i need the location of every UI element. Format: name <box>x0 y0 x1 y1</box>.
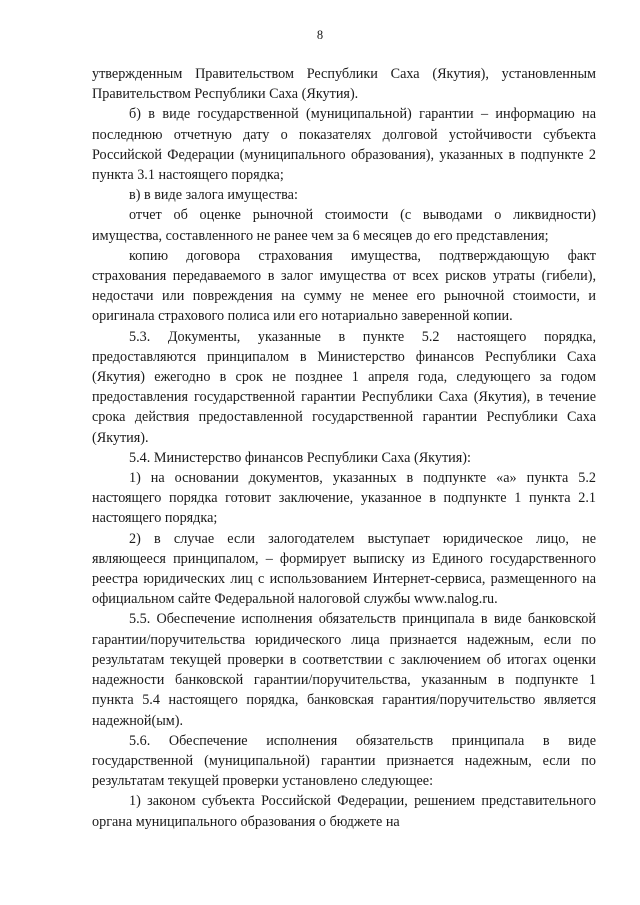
paragraph-continuation: утвержденным Правительством Республики Саха (Якутия), установленным Правительством Республики Саха (Якутия). <box>92 66 596 103</box>
paragraph-insurance-copy: копию договора страхования имущества, подтверждающую факт страхования передаваемого в залог имущества от всех рисков утраты (гибели), недостачи или повреждения на сумму не менее его рыночной стоимости, и оригинала страхового полиса или его нотариально заверенной копии. <box>92 247 596 325</box>
paragraph-5-4: 5.4. Министерство финансов Республики Саха (Якутия): <box>129 449 471 466</box>
paragraph-5-4-item-1: 1) на основании документов, указанных в подпункте «а» пункта 5.2 настоящего порядка готовит заключение, указанное в подпункте 1 пункта 2.1 настоящего порядка; <box>92 470 596 527</box>
page-number: 8 <box>316 28 324 42</box>
paragraph-5-3: 5.3. Документы, указанные в пункте 5.2 настоящего порядка, предоставляются принципалом в Министерство финансов Республики Саха (Якутия) ежегодно в срок не позднее 1 апреля года, следующего за годом предоставления государственной гарантии Республики Саха (Якутия), в течение срока действия предоставленной государственной гарантии Республики Саха (Якутия). <box>92 328 596 446</box>
paragraph-5-4-item-2: 2) в случае если залогодателем выступает юридическое лицо, не являющееся принципалом, – формирует выписку из Единого государственного реестра юридических лиц с использованием Интернет-сервиса, размещенного на официальном сайте Федеральной налоговой службы www.nalog.ru. <box>92 530 596 608</box>
paragraph-5-6: 5.6. Обеспечение исполнения обязательств принципала в виде государственной (муниципальной) гарантии признается надежным, если по результатам текущей проверки установлено следующее: <box>92 732 596 790</box>
paragraph-5-6-item-1: 1) законом субъекта Российской Федерации, решением представительного органа муниципального образования о бюджете на <box>92 793 596 830</box>
paragraph-5-5: 5.5. Обеспечение исполнения обязательств принципала в виде банковской гарантии/поручительства юридического лица признается надежным, если по результатам текущей проверки в соответствии с заключением об итогах оценки надежности банковской гарантии/поручительства, указанным в подпункте 1 пункта 5.4 настоящего порядка, банковская гарантия/поручительство является надежной(ым). <box>92 611 596 729</box>
paragraph-appraisal-report: отчет об оценке рыночной стоимости (с выводами о ликвидности) имущества, составленного не ранее чем за 6 месяцев до его представления; <box>92 207 596 244</box>
paragraph-c-pledge: в) в виде залога имущества: <box>129 187 298 204</box>
paragraph-b-guarantee: б) в виде государственной (муниципальной) гарантии – информацию на последнюю отчетную дату о показателях долговой устойчивости субъекта Российской Федерации (муниципального образования), указанных в подпункте 2 пункта 3.1 настоящего порядка; <box>92 106 596 184</box>
document-body <box>92 64 596 832</box>
